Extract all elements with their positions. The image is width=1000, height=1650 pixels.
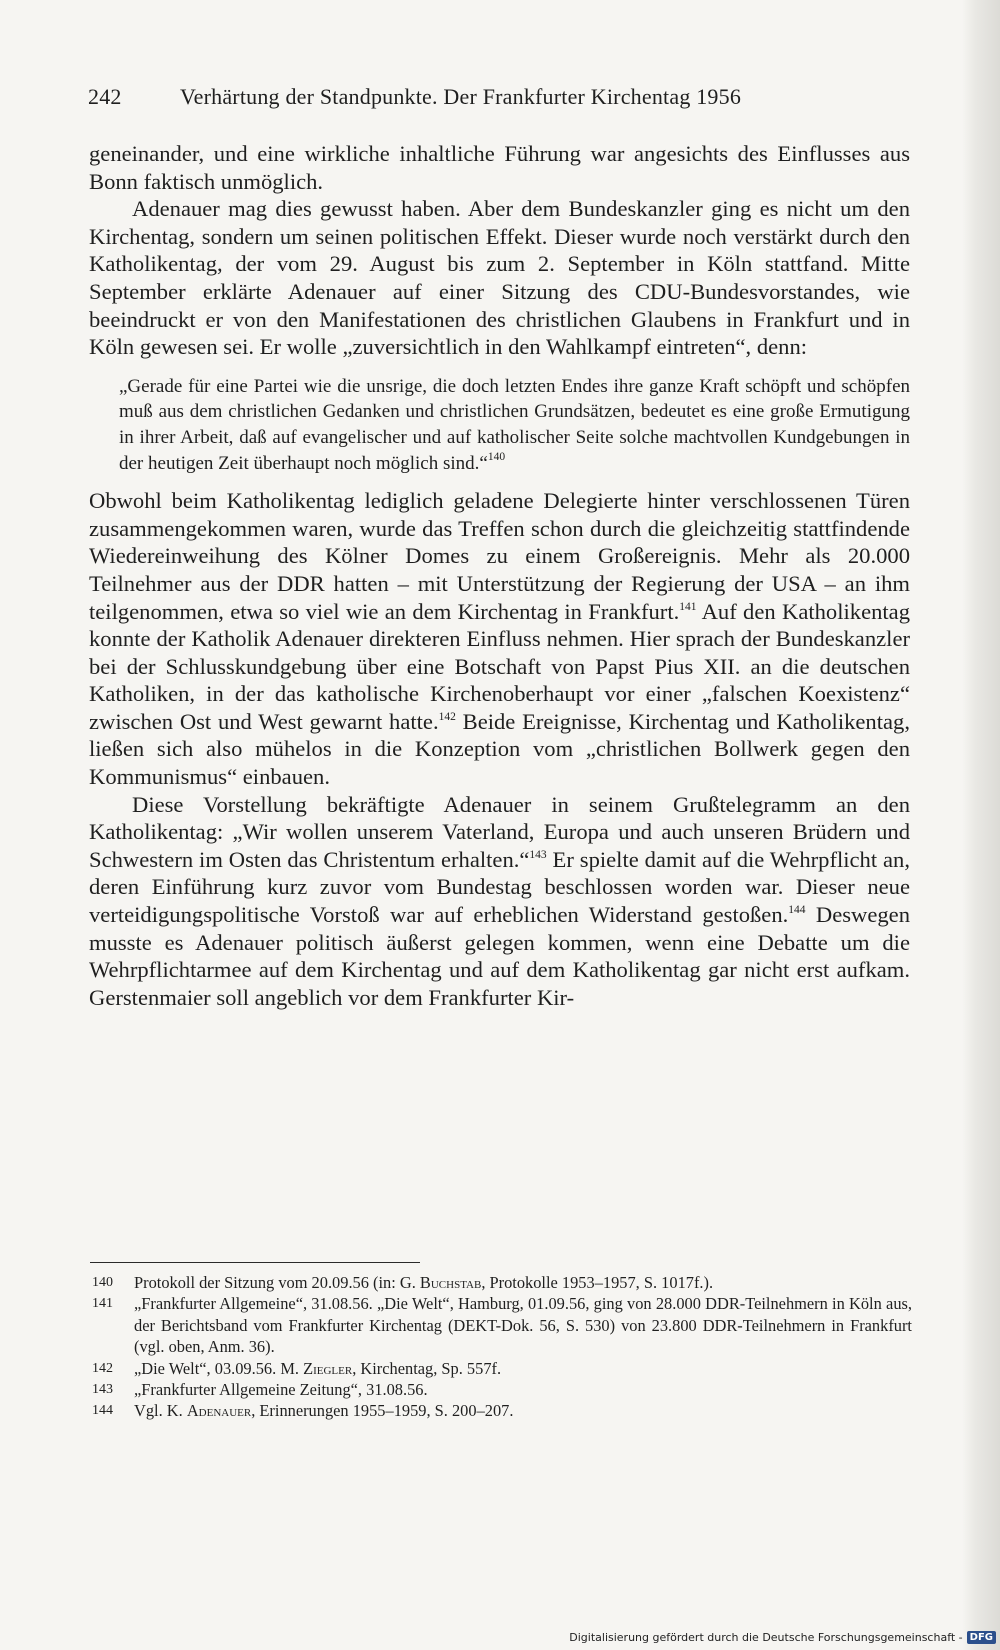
footnote-text: Protokoll der Sitzung vom 20.09.56 (in: G. Buchstab, Protokolle 1953–1957, S. 1017f.). [134, 1273, 714, 1292]
footnote [92, 1379, 912, 1400]
footnote [92, 1358, 912, 1379]
footnote-number: 144 [92, 1403, 113, 1419]
dfg-logo-icon: DFG [967, 1631, 996, 1644]
footnote-ref-144: 144 [788, 904, 806, 917]
paragraph-3-text-c: Beide Ereignisse, Kirchentag und Katholikentag, ließen sich also mühelos in die Konzeption vom „christlichen Bollwerk gegen den Kommunismus“ einbauen. [89, 708, 910, 790]
paragraph-3-text-a: Obwohl beim Katholikentag lediglich geladene Delegierte hinter verschlossenen Türen zusammengekommen waren, wurde das Treffen schon durch die gleichzeitig stattfindende Wiedereinweihung des Kölner Domes zu einem Großereignis. Mehr als 20.000 Teilnehmer aus der DDR hatten – mit Unterstützung der Regierung der USA – an ihm teilgenommen, etwa so viel wie an dem Kirchentag in Frankfurt. [89, 488, 910, 624]
footnote-number: 141 [92, 1296, 113, 1312]
paragraph-3-text-b: Auf den Katholikentag konnte der Katholik Adenauer direkteren Einfluss nehmen. Hier sprach der Bundeskanzler bei der Schlusskundgebung über eine Botschaft von Papst Pius XII. an die deutschen Katholiken, in der das katholische Kirchenoberhaupt vor einer „falschen Koexistenz“ zwischen Ost und West gewarnt hatte. [89, 598, 910, 734]
page-number: 242 [88, 84, 122, 109]
footnote-text: „Die Welt“, 03.09.56. M. Ziegler, Kirchentag, Sp. 557f. [134, 1358, 502, 1378]
footnote-text: „Frankfurter Allgemeine“, 31.08.56. „Die Welt“, Hamburg, 01.09.56, ging von 28.000 DDR-Teilnehmern in Köln aus, der Berichtsband vom Frankfurter Kirchentag (DEKT-Dok. 56, S. 530) von 23.800 DDR-Teilnehmern in Frankfurt (vgl. oben, Anm. 36). [134, 1294, 912, 1357]
paragraph-4-text-c: Deswegen musste es Adenauer politisch äußerst gelegen kommen, wenn eine Debatte um die Wehrpflichtarmee auf dem Kirchentag und auf dem Katholikentag gar nicht erst aufkam. Gerstenmaier soll angeblich vor dem Frankfurter Kir- [89, 902, 910, 1010]
footnote [92, 1272, 912, 1293]
footnote-ref-143: 143 [529, 848, 547, 861]
running-title: Verhärtung der Standpunkte. Der Frankfurter Kirchentag 1956 [180, 84, 742, 109]
paragraph-1 [89, 140, 910, 195]
footnote-number: 140 [92, 1275, 113, 1290]
footnote [92, 1400, 912, 1421]
running-header [88, 84, 888, 110]
footnote [92, 1293, 912, 1357]
footnote-ref-140: 140 [487, 450, 506, 463]
footnote-ref-142: 142 [438, 710, 456, 723]
footnote-separator [90, 1262, 420, 1263]
block-quote-text: „Gerade für eine Partei wie die unsrige, die doch letzten Endes ihre ganze Kraft schöpft und schöpfen muß aus dem christlichen Gedanken und christlichen Grundsätzen, bedeutet es eine große Ermutigung in ihrer Arbeit, daß auf evangelischer und auf katholischer Seite solche machtvollen Kundgebungen in der heutigen Zeit überhaupt noch möglich sind.“ [119, 375, 910, 474]
watermark-text: Digitalisierung gefördert durch die Deutsche Forschungsgemeinschaft - [569, 1630, 963, 1644]
footnote-number: 143 [92, 1382, 113, 1398]
paragraph-1-text: geneinander, und eine wirkliche inhaltliche Führung war angesichts des Einflusses aus Bonn faktisch unmöglich. [89, 141, 910, 194]
digitization-watermark [569, 1628, 996, 1646]
footnote-text: „Frankfurter Allgemeine Zeitung“, 31.08.56. [134, 1380, 428, 1400]
footnote-ref-141: 141 [679, 600, 697, 613]
page-edge-shadow [962, 0, 1000, 1650]
paragraph-2-text: Adenauer mag dies gewusst haben. Aber dem Bundeskanzler ging es nicht um den Kirchentag, sondern um seinen politischen Effekt. Dieser wurde noch verstärkt durch den Katholikentag, der vom 29. August bis zum 2. September in Köln stattfand. Mitte September erklärte Adenauer auf einer Sitzung des CDU-Bundesvorstandes, wie beeindruckt er von den Manifestationen des christlichen Glaubens in Frankfurt und in Köln gewesen sei. Er wolle „zuversichtlich in den Wahlkampf eintreten“, denn: [89, 196, 910, 360]
footnote-number: 142 [92, 1360, 113, 1376]
block-quote [119, 374, 910, 476]
footnotes [92, 1272, 912, 1422]
footnote-text: Vgl. K. Adenauer, Erinnerungen 1955–1959, S. 200–207. [134, 1401, 514, 1421]
paragraph-4-text-b: Er spielte damit auf die Wehrpflicht an, deren Einführung kurz zuvor vom Bundestag beschlossen worden war. Dieser neue verteidigungspolitische Vorstoß war auf erheblichen Widerstand gestoßen. [89, 846, 910, 928]
paragraph-4 [89, 791, 910, 1012]
paragraph-4-text-a: Diese Vorstellung bekräftigte Adenauer in seinem Grußtelegramm an den Katholikentag: „Wir wollen unserem Vaterland, Europa und auch unseren Brüdern und Schwestern im Osten das Christentum erhalten.“ [89, 791, 910, 872]
paragraph-3 [89, 487, 910, 791]
paragraph-2 [89, 195, 910, 361]
main-text [89, 140, 910, 1011]
